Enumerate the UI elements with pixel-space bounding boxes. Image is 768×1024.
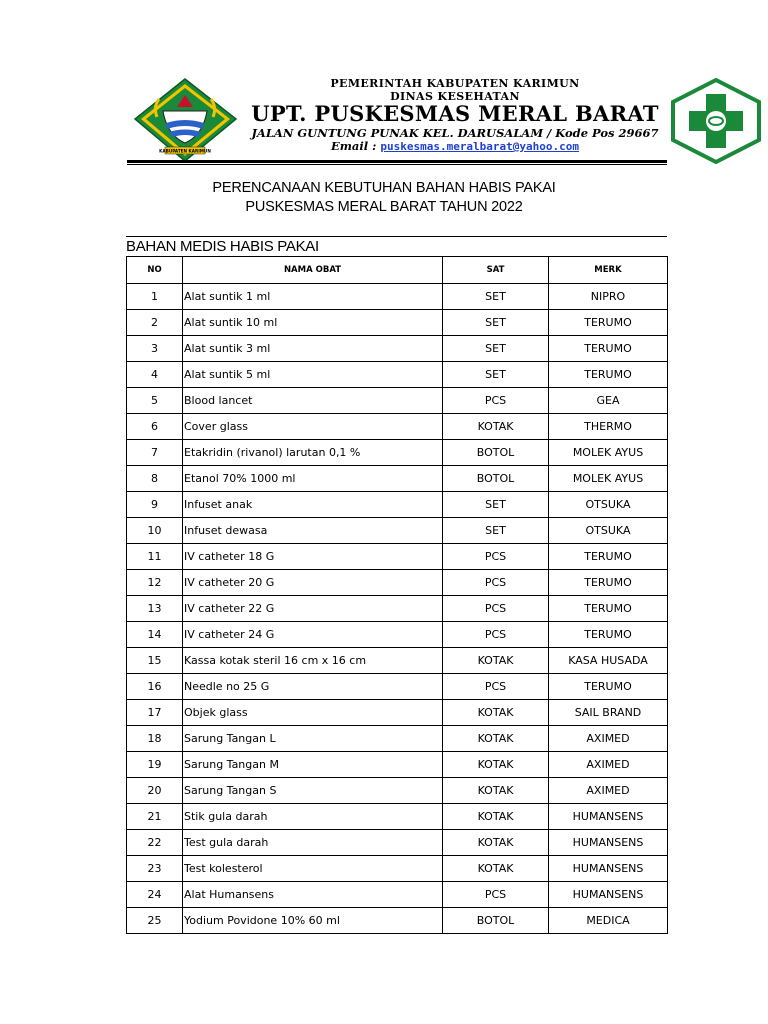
medical-supplies-table: [126, 256, 668, 934]
cell-brand: TERUMO: [549, 596, 668, 622]
letterhead-divider-thin: [127, 164, 667, 165]
cell-unit: SET: [443, 310, 549, 336]
cell-name: Sarung Tangan S: [183, 778, 443, 804]
header-name: NAMA OBAT: [183, 257, 443, 284]
cell-unit: BOTOL: [443, 908, 549, 934]
table-row: [127, 440, 668, 466]
cell-unit: SET: [443, 284, 549, 310]
letterhead-address: JALAN GUNTUNG PUNAK KEL. DARUSALAM / Kode Pos 29667: [251, 126, 659, 140]
table-row: [127, 856, 668, 882]
cell-no: 8: [127, 466, 183, 492]
health-cross-logo: [669, 78, 763, 164]
cell-no: 18: [127, 726, 183, 752]
section-heading: BAHAN MEDIS HABIS PAKAI: [126, 238, 319, 255]
cell-brand: TERUMO: [549, 336, 668, 362]
cell-no: 22: [127, 830, 183, 856]
cell-brand: TERUMO: [549, 310, 668, 336]
cell-no: 1: [127, 284, 183, 310]
cell-unit: PCS: [443, 674, 549, 700]
header-no: NO: [127, 257, 183, 284]
cell-name: IV catheter 24 G: [183, 622, 443, 648]
cell-unit: KOTAK: [443, 778, 549, 804]
table-header-row: [127, 257, 668, 284]
cell-name: Alat suntik 1 ml: [183, 284, 443, 310]
cell-unit: PCS: [443, 882, 549, 908]
cell-name: Needle no 25 G: [183, 674, 443, 700]
cell-unit: KOTAK: [443, 856, 549, 882]
cell-no: 19: [127, 752, 183, 778]
table-row: [127, 778, 668, 804]
table-row: [127, 726, 668, 752]
cell-no: 14: [127, 622, 183, 648]
cell-name: Sarung Tangan M: [183, 752, 443, 778]
cell-unit: SET: [443, 492, 549, 518]
cell-no: 2: [127, 310, 183, 336]
cell-no: 25: [127, 908, 183, 934]
cell-unit: PCS: [443, 622, 549, 648]
cell-unit: PCS: [443, 570, 549, 596]
table-row: [127, 908, 668, 934]
cell-unit: SET: [443, 362, 549, 388]
cell-unit: PCS: [443, 388, 549, 414]
cell-no: 7: [127, 440, 183, 466]
table-row: [127, 362, 668, 388]
cell-no: 10: [127, 518, 183, 544]
cell-unit: KOTAK: [443, 648, 549, 674]
cell-name: Alat suntik 3 ml: [183, 336, 443, 362]
cell-name: IV catheter 20 G: [183, 570, 443, 596]
cell-no: 20: [127, 778, 183, 804]
cell-brand: GEA: [549, 388, 668, 414]
cell-name: Test kolesterol: [183, 856, 443, 882]
cell-no: 21: [127, 804, 183, 830]
cell-unit: KOTAK: [443, 804, 549, 830]
table-row: [127, 310, 668, 336]
cell-no: 5: [127, 388, 183, 414]
table-row: [127, 544, 668, 570]
document-title: PERENCANAAN KEBUTUHAN BAHAN HABIS PAKAI: [212, 180, 556, 196]
cell-brand: TERUMO: [549, 674, 668, 700]
cell-brand: TERUMO: [549, 362, 668, 388]
cell-no: 6: [127, 414, 183, 440]
cell-brand: TERUMO: [549, 622, 668, 648]
cell-brand: MEDICA: [549, 908, 668, 934]
section-divider: [126, 236, 667, 237]
table-row: [127, 804, 668, 830]
cell-name: Yodium Povidone 10% 60 ml: [183, 908, 443, 934]
letterhead-email-line: [240, 139, 670, 153]
cell-name: Etanol 70% 1000 ml: [183, 466, 443, 492]
cell-brand: AXIMED: [549, 726, 668, 752]
cell-no: 15: [127, 648, 183, 674]
cell-name: Kassa kotak steril 16 cm x 16 cm: [183, 648, 443, 674]
cell-name: Objek glass: [183, 700, 443, 726]
cell-unit: PCS: [443, 596, 549, 622]
cell-no: 23: [127, 856, 183, 882]
header-brand: MERK: [549, 257, 668, 284]
cell-no: 3: [127, 336, 183, 362]
cell-brand: OTSUKA: [549, 518, 668, 544]
cell-name: Alat suntik 10 ml: [183, 310, 443, 336]
cell-no: 17: [127, 700, 183, 726]
cell-unit: BOTOL: [443, 440, 549, 466]
cell-unit: SET: [443, 518, 549, 544]
cell-brand: AXIMED: [549, 752, 668, 778]
cell-unit: KOTAK: [443, 752, 549, 778]
cell-no: 11: [127, 544, 183, 570]
cell-brand: MOLEK AYUS: [549, 466, 668, 492]
cell-unit: PCS: [443, 544, 549, 570]
table-row: [127, 830, 668, 856]
table-row: [127, 648, 668, 674]
table-row: [127, 700, 668, 726]
cell-name: Infuset dewasa: [183, 518, 443, 544]
letterhead-department: DINAS KESEHATAN: [390, 90, 520, 103]
cell-no: 24: [127, 882, 183, 908]
table-row: [127, 414, 668, 440]
cell-name: Cover glass: [183, 414, 443, 440]
cell-brand: OTSUKA: [549, 492, 668, 518]
cell-name: Etakridin (rivanol) larutan 0,1 %: [183, 440, 443, 466]
letterhead-institution: UPT. PUSKESMAS MERAL BARAT: [251, 101, 659, 126]
kabupaten-karimun-logo: [133, 77, 238, 163]
table-row: [127, 388, 668, 414]
cell-brand: AXIMED: [549, 778, 668, 804]
cell-brand: HUMANSENS: [549, 830, 668, 856]
cell-name: IV catheter 22 G: [183, 596, 443, 622]
cell-unit: KOTAK: [443, 830, 549, 856]
cell-unit: KOTAK: [443, 700, 549, 726]
cell-no: 13: [127, 596, 183, 622]
cell-brand: NIPRO: [549, 284, 668, 310]
letterhead-divider-thick: [127, 160, 667, 163]
cell-brand: HUMANSENS: [549, 882, 668, 908]
cell-brand: HUMANSENS: [549, 804, 668, 830]
table-row: [127, 882, 668, 908]
cell-name: IV catheter 18 G: [183, 544, 443, 570]
table-row: [127, 492, 668, 518]
table-row: [127, 518, 668, 544]
cell-name: Blood lancet: [183, 388, 443, 414]
table-body: [127, 284, 668, 934]
document-subtitle: PUSKESMAS MERAL BARAT TAHUN 2022: [245, 199, 523, 215]
table-row: [127, 284, 668, 310]
cell-brand: KASA HUSADA: [549, 648, 668, 674]
cell-brand: TERUMO: [549, 570, 668, 596]
cell-unit: SET: [443, 336, 549, 362]
table-row: [127, 622, 668, 648]
table-row: [127, 570, 668, 596]
header-unit: SAT: [443, 257, 549, 284]
cell-no: 16: [127, 674, 183, 700]
cell-no: 4: [127, 362, 183, 388]
table-row: [127, 466, 668, 492]
svg-text:KABUPATEN KARIMUN: KABUPATEN KARIMUN: [159, 148, 211, 154]
table-row: [127, 336, 668, 362]
letterhead-government: PEMERINTAH KABUPATEN KARIMUN: [330, 77, 580, 90]
cell-brand: HUMANSENS: [549, 856, 668, 882]
cell-no: 9: [127, 492, 183, 518]
cell-name: Sarung Tangan L: [183, 726, 443, 752]
cell-brand: SAIL BRAND: [549, 700, 668, 726]
cell-name: Test gula darah: [183, 830, 443, 856]
table-row: [127, 674, 668, 700]
table-row: [127, 596, 668, 622]
cell-name: Infuset anak: [183, 492, 443, 518]
email-label: Email :: [330, 139, 377, 153]
cell-name: Alat suntik 5 ml: [183, 362, 443, 388]
cell-brand: TERUMO: [549, 544, 668, 570]
cell-unit: KOTAK: [443, 414, 549, 440]
cell-name: Alat Humansens: [183, 882, 443, 908]
cell-brand: MOLEK AYUS: [549, 440, 668, 466]
cell-unit: BOTOL: [443, 466, 549, 492]
email-link[interactable]: puskesmas.meralbarat@yahoo.com: [380, 140, 580, 153]
cell-name: Stik gula darah: [183, 804, 443, 830]
cell-brand: THERMO: [549, 414, 668, 440]
cell-unit: KOTAK: [443, 726, 549, 752]
cell-no: 12: [127, 570, 183, 596]
table-row: [127, 752, 668, 778]
